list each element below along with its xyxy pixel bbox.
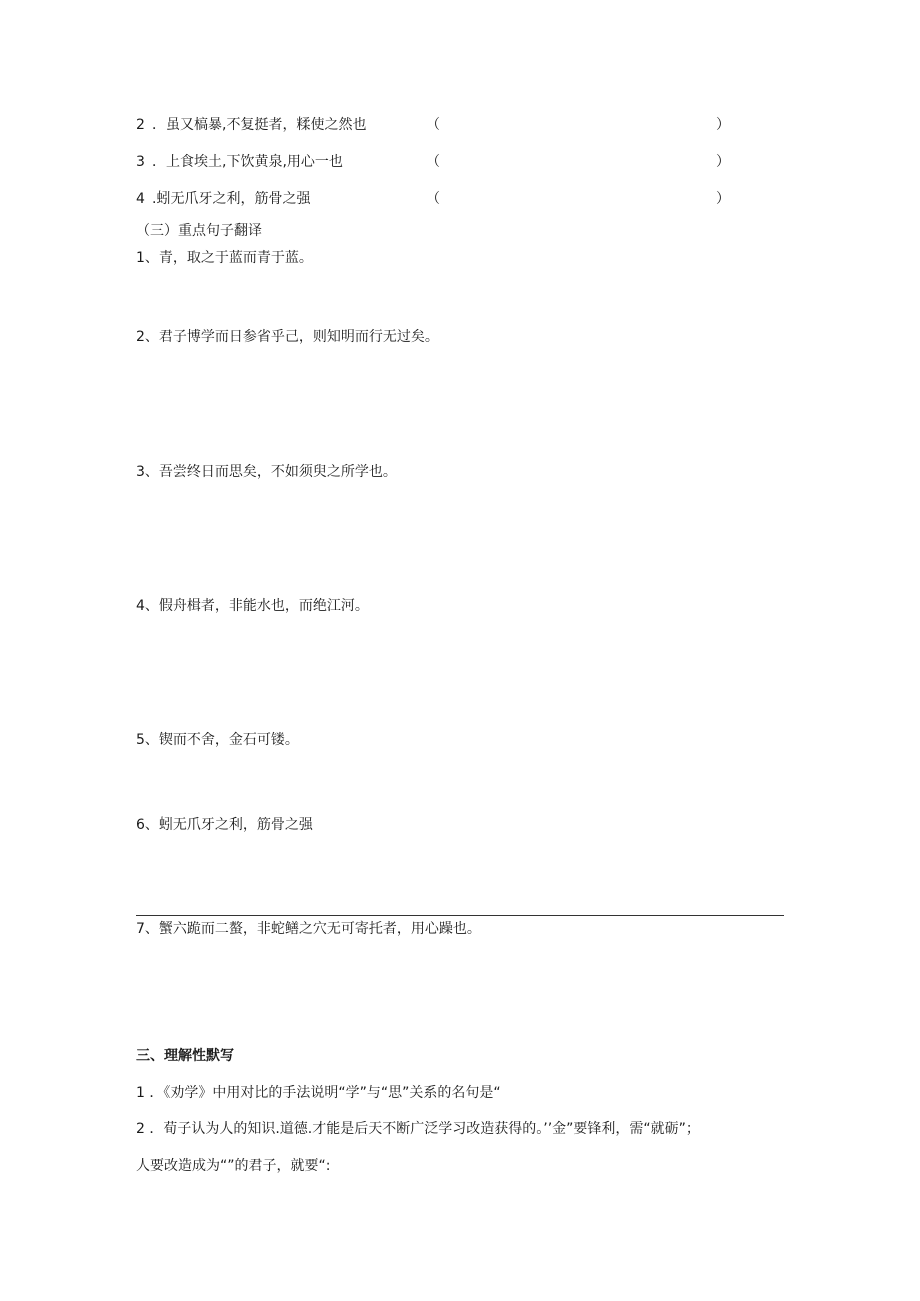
translation-item: 2、君子博学而日参省乎己，则知明而行无过矣。	[136, 329, 439, 345]
item-number: 2	[136, 117, 145, 133]
translation-item: 4、假舟楫者，非能水也，而绝江河。	[136, 598, 369, 614]
translation-item: 1、青，取之于蓝而青于蓝。	[136, 250, 313, 266]
open-paren: （	[426, 154, 440, 170]
item-text: ．虽又槁暴,不复挺者，糅使之然也	[152, 117, 367, 133]
dictation-question-2: 2 ．荀子认为人的知识.道德.才能是后天不断广泛学习改造获得的。’’金”要锋利，需“就砺”；	[136, 1121, 700, 1137]
translation-item: 6、蚓无爪牙之利，筋骨之强	[136, 817, 313, 833]
close-paren: ）	[716, 117, 730, 133]
section-heading-dictation: 三、理解性默写	[136, 1048, 234, 1064]
open-paren: （	[426, 191, 440, 207]
dictation-question-2-continued: 人要改造成为“”的君子，就要“:	[136, 1158, 331, 1174]
item-number: 3	[136, 154, 145, 170]
item-number: 4	[136, 191, 145, 207]
close-paren: ）	[716, 154, 730, 170]
open-paren: （	[426, 117, 440, 133]
item-text: ．上食埃土,下饮黄泉,用心一也	[152, 154, 343, 170]
divider-line	[136, 915, 784, 916]
close-paren: ）	[716, 191, 730, 207]
translation-item: 5、锲而不舍，金石可镂。	[136, 732, 299, 748]
item-text: .蚓无爪牙之利，筋骨之强	[152, 191, 311, 207]
translation-item: 3、吾尝终日而思矣，不如须臾之所学也。	[136, 464, 397, 480]
translation-item: 7、蟹六跪而二螯，非蛇鳝之穴无可寄托者，用心躁也。	[136, 921, 481, 937]
section-heading-translation: （三）重点句子翻译	[136, 223, 262, 239]
dictation-question-1: 1 ．《劝学》中用对比的手法说明“学”与“思”关系的名句是“	[136, 1085, 501, 1101]
